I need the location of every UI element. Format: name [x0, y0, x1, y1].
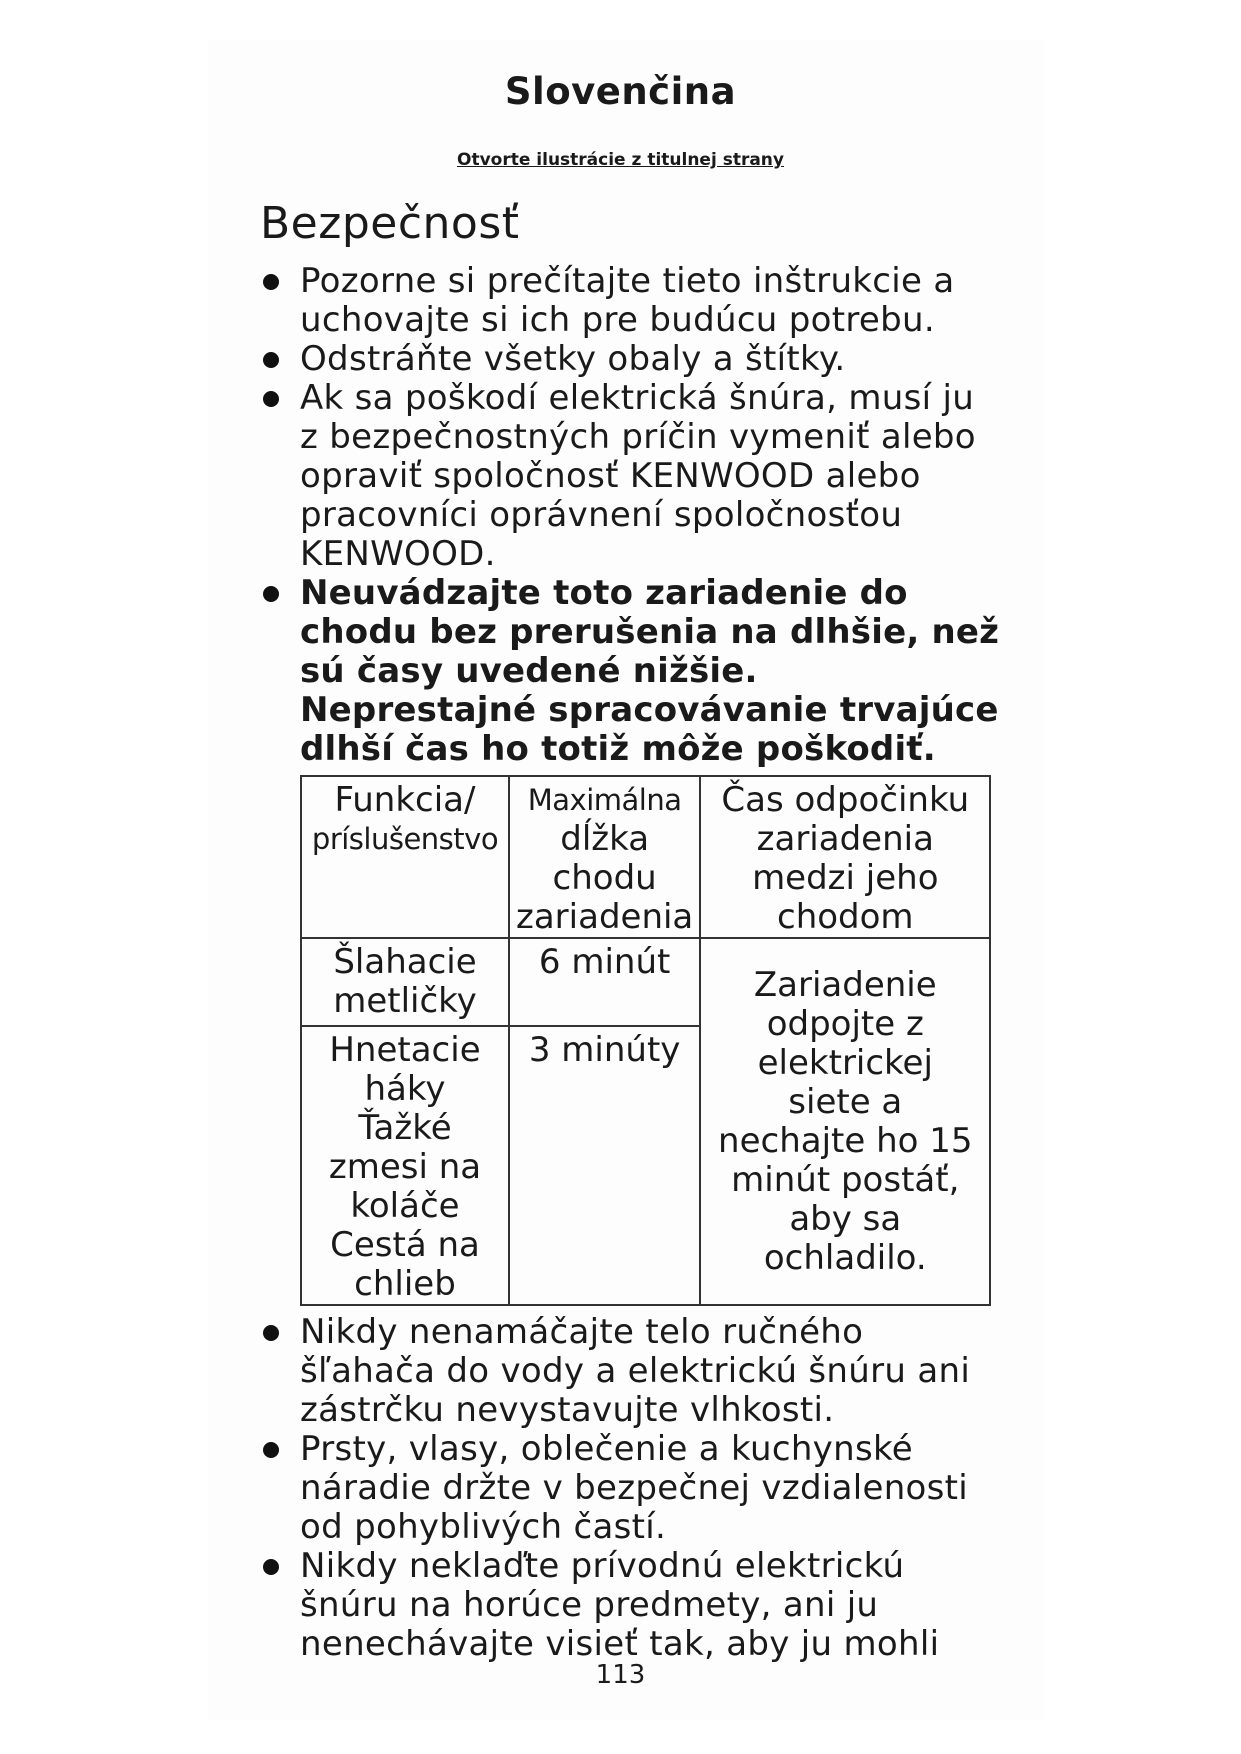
cell-max-time: 6 minút — [509, 938, 700, 1026]
list-item: Prsty, vlasy, oblečenie a kuchynské náradie držte v bezpečnej vzdialenosti od pohyblivých častí. — [260, 1430, 1000, 1547]
cell-function: Hnetacie háky Ťažké zmesi na koláče Cestá na chlieb — [301, 1026, 509, 1305]
safety-list-top — [260, 262, 1000, 769]
section-heading: Bezpečnosť — [260, 198, 520, 249]
list-item-warning: Neuvádzajte toto zariadenie do chodu bez prerušenia na dlhšie, než sú časy uvedené nižšie. Neprestajné spracovávanie trvajúce dlhší čas ho totiž môže poškodiť. — [260, 574, 1000, 769]
table-header-row — [301, 776, 990, 938]
table-row — [301, 938, 990, 1026]
cell-max-time: 3 minúty — [509, 1026, 700, 1305]
list-item: Odstráňte všetky obaly a štítky. — [260, 340, 1000, 379]
list-item: Nikdy nenamáčajte telo ručného šľahača do vody a elektrickú šnúru ani zástrčku nevystavujte vlhkosti. — [260, 1313, 1000, 1430]
header-function: Funkcia/ príslušenstvo — [301, 776, 509, 938]
safety-list-bottom — [260, 1313, 1000, 1664]
list-item: Nikdy neklaďte prívodnú elektrickú šnúru na horúce predmety, ani ju nenechávajte visieť tak, aby ju mohli — [260, 1547, 1000, 1664]
list-item: Pozorne si prečítajte tieto inštrukcie a uchovajte si ich pre budúcu potrebu. — [260, 262, 1000, 340]
page-number: 113 — [595, 1660, 646, 1690]
list-item: Ak sa poškodí elektrická šnúra, musí ju z bezpečnostných príčin vymeniť alebo opraviť spoločnosť KENWOOD alebo pracovníci oprávnení spoločnosťou KENWOOD. — [260, 379, 1000, 574]
cell-rest-instruction: Zariadenie odpojte z elektrickej siete a nechajte ho 15 minút postáť, aby sa ochladilo. — [700, 938, 990, 1305]
language-title: Slovenčina — [504, 70, 737, 113]
operating-time-table — [300, 775, 991, 1306]
header-max-time: Maximálna dĺžka chodu zariadenia — [509, 776, 700, 938]
cell-function: Šlahacie metličky — [301, 938, 509, 1026]
header-rest-time: Čas odpočinku zariadenia medzi jeho chodom — [700, 776, 990, 938]
illustrations-link[interactable]: Otvorte ilustrácie z titulnej strany — [457, 150, 784, 170]
